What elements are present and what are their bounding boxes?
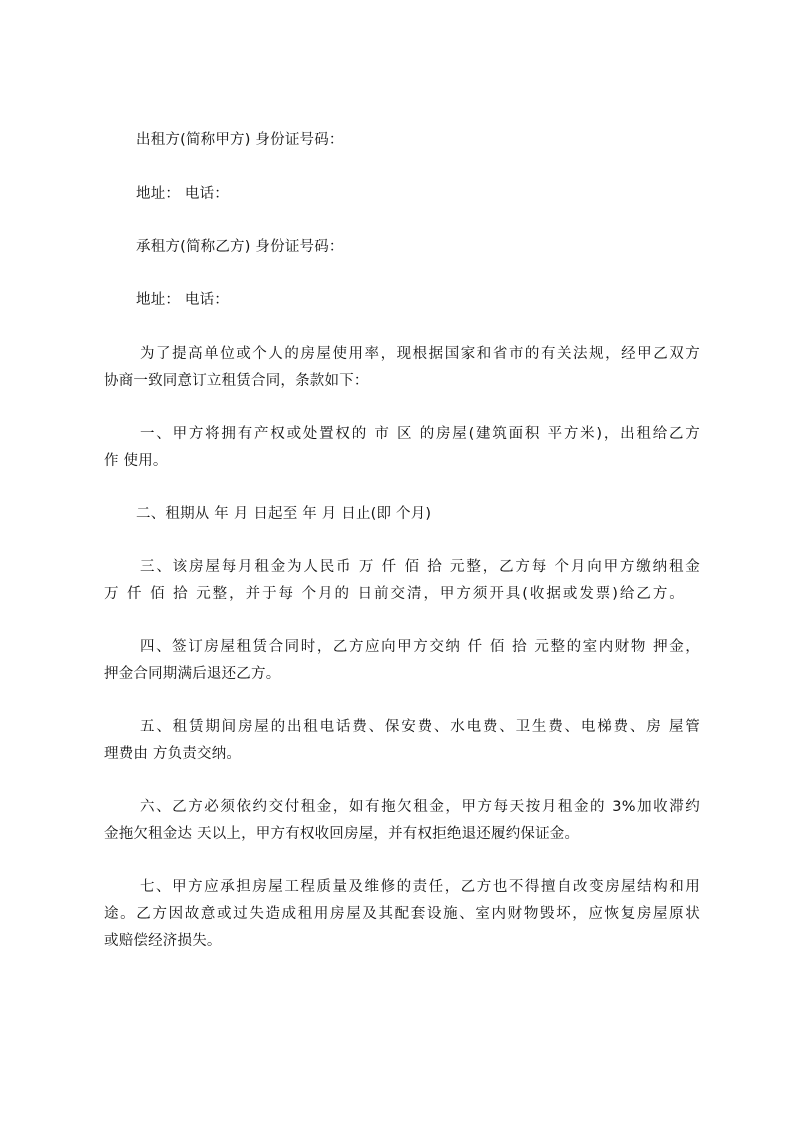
clause-3-line-1: 三、该房屋每月租金为人民币 万 仟 佰 拾 元整，乙方每 个月向甲方缴纳租金 [140,559,700,575]
lessee-line: 承租方(简称乙方) 身份证号码： [136,239,344,255]
clause-6-line-2: 金拖欠租金达 天以上，甲方有权收回房屋，并有权拒绝退还履约保证金。 [104,826,580,842]
intro-paragraph-line-1: 为了提高单位或个人的房屋使用率，现根据国家和省市的有关法规，经甲乙双方 [140,346,700,362]
clause-2-line-1: 二、租期从 年 月 日起至 年 月 日止(即 个月) [136,506,432,522]
clause-5-line-1: 五、租赁期间房屋的出租电话费、保安费、水电费、卫生费、电梯费、房 屋管 [140,719,700,735]
clause-1-line-2: 作 使用。 [104,453,168,469]
clause-7-line-3: 或赔偿经济损失。 [104,933,222,949]
clause-4-line-2: 押金合同期满后退还乙方。 [104,666,281,682]
clause-6-line-1: 六、乙方必须依约交付租金，如有拖欠租金，甲方每天按月租金的 3%加收滞约 [140,799,700,815]
lessor-address-line: 地址： 电话： [136,186,230,202]
clause-4-line-1: 四、签订房屋租赁合同时，乙方应向甲方交纳 仟 佰 拾 元整的室内财物 押金， [140,639,700,655]
clause-5-line-2: 理费由 方负责交纳。 [104,746,242,762]
intro-paragraph-line-2: 协商一致同意订立租赁合同，条款如下： [104,373,369,389]
clause-3-line-2: 万 仟 佰 拾 元整，并于每 个月的 日前交清，甲方须开具(收据或发票)给乙方。 [104,586,684,602]
clause-1-line-1: 一、甲方将拥有产权或处置权的 市 区 的房屋(建筑面积 平方米)，出租给乙方 [140,426,700,442]
lessee-address-line: 地址： 电话： [136,292,230,308]
lessor-line: 出租方(简称甲方) 身份证号码： [136,132,344,148]
clause-7-line-1: 七、甲方应承担房屋工程质量及维修的责任，乙方也不得擅自改变房屋结构和用 [140,879,700,895]
clause-7-line-2: 途。乙方因故意或过失造成租用房屋及其配套设施、室内财物毁坏，应恢复房屋原状 [104,906,700,922]
